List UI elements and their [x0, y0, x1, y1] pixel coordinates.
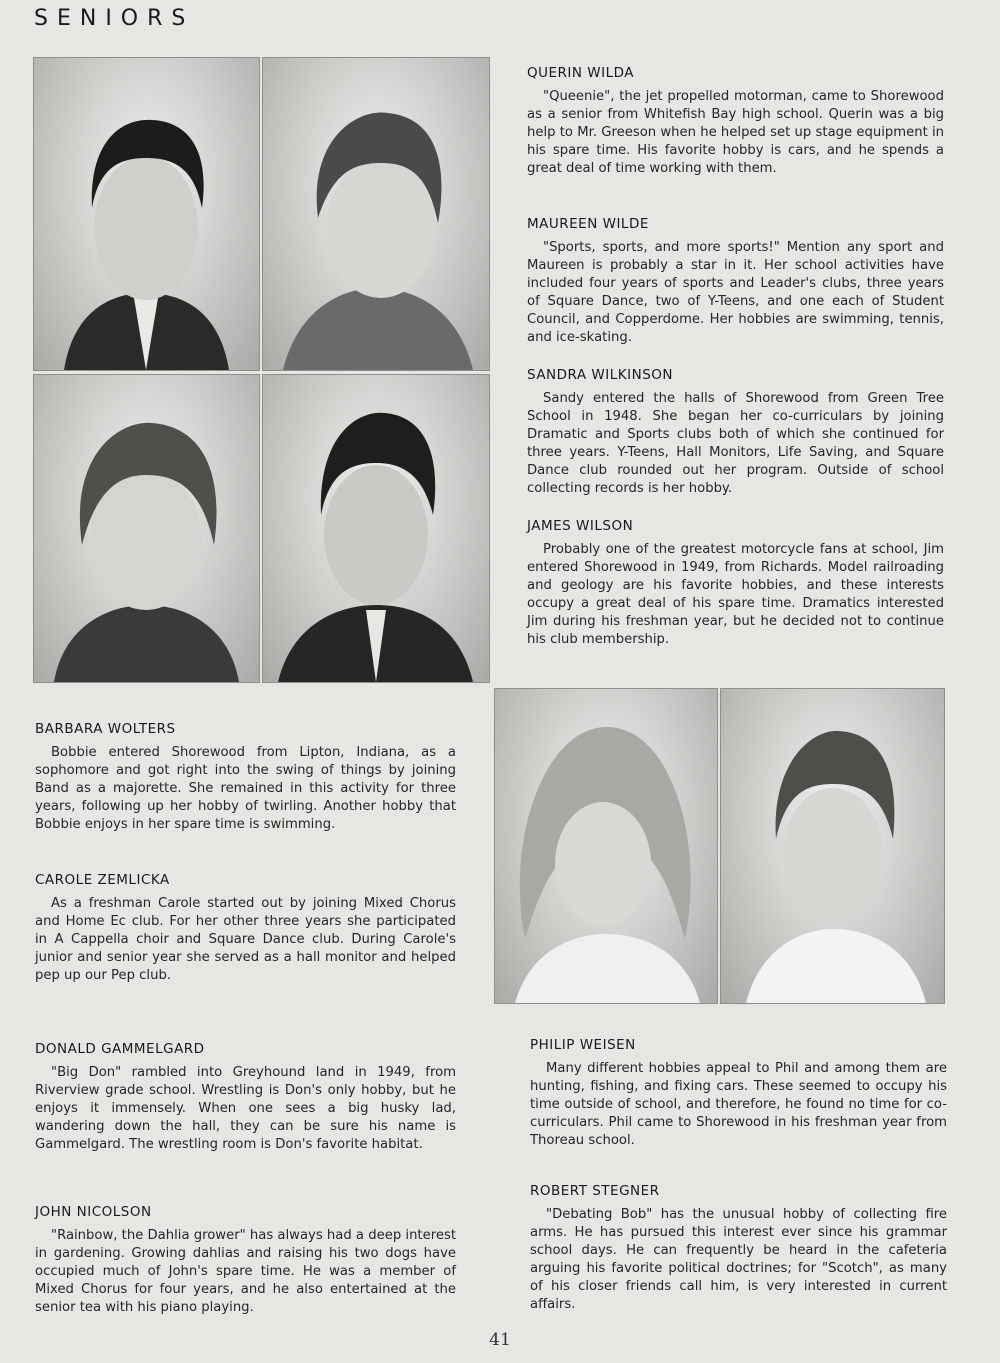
senior-bio: "Sports, sports, and more sports!" Mention any sport and Maureen is probably a star in it. Her school activities have included four years of sports and Leader's clubs, three years of Square Dance, two of Y-Teens, and one each of Student Council, and Copperdome. Her hobbies are swimming, tennis, and ice-skating.: [527, 240, 944, 345]
senior-name: JOHN NICOLSON: [35, 1204, 152, 1220]
senior-name: JAMES WILSON: [527, 518, 634, 534]
page-number: 41: [489, 1330, 511, 1350]
senior-bio: As a freshman Carole started out by joining Mixed Chorus and Home Ec club. For her other three years she participated in A Cappella choir and Square Dance club. During Carole's junior and senior year she served as a hall monitor and helped pep up our Pep club.: [35, 896, 456, 983]
senior-bio: "Big Don" rambled into Greyhound land in 1949, from Riverview grade school. Wrestling is Don's only hobby, but he enjoys it immensely. When one sees a big husky lad, wandering down the hall, they can be sure his name is Gammelgard. The wrestling room is Don's favorite habitat.: [35, 1065, 456, 1152]
senior-entry-philip-weisen: [530, 1036, 947, 1150]
senior-entry-maureen-wilde: [527, 215, 944, 347]
senior-bio: "Debating Bob" has the unusual hobby of collecting fire arms. He has pursued this interest ever since his grammar school days. He can frequently be heard in the cafeteria arguing his favorite political doctrines; for "Scotch", as many of his closer friends call him, is very interested in current affairs.: [530, 1207, 947, 1312]
portrait-photo-5: [494, 688, 718, 1004]
section-title: SENIORS: [34, 6, 195, 31]
senior-name: CAROLE ZEMLICKA: [35, 872, 170, 888]
senior-bio: Probably one of the greatest motorcycle fans at school, Jim entered Shorewood in 1949, from Richards. Model railroading and geology are his favorite hobbies, and these interests occupy a great deal of his spare time. Dramatics interested Jim during his freshman year, but he decided not to continue his club membership.: [527, 542, 944, 647]
senior-bio: "Queenie", the jet propelled motorman, came to Shorewood as a senior from Whitefish Bay high school. Querin was a big help to Mr. Greeson when he helped set up stage equipment in his spare time. His favorite hobby is cars, and he spends a great deal of time working with them.: [527, 89, 944, 176]
senior-bio: Sandy entered the halls of Shorewood from Green Tree School in 1948. She began her co-curriculars by joining Dramatic and Sports clubs both of which she continued for three years. Y-Teens, Hall Monitors, Life Saving, and Square Dance club rounded out her program. Outside of school collecting records is her hobby.: [527, 391, 944, 496]
senior-entry-querin-wilda: [527, 64, 944, 178]
senior-entry-sandra-wilkinson: [527, 366, 944, 498]
portrait-photo-1: [33, 57, 260, 371]
senior-bio: Bobbie entered Shorewood from Lipton, Indiana, as a sophomore and got right into the swing of things by joining Band as a majorette. She remained in this activity for three years, following up her hobby of twirling. Another hobby that Bobbie enjoys in her spare time is swimming.: [35, 745, 456, 832]
senior-bio: Many different hobbies appeal to Phil and among them are hunting, fishing, and fixing cars. These seemed to occupy his time outside of school, and therefore, he found no time for co-curriculars. Phil came to Shorewood in his freshman year from Thoreau school.: [530, 1061, 947, 1148]
portrait-photo-6: [720, 688, 945, 1004]
senior-name: MAUREEN WILDE: [527, 216, 649, 232]
senior-entry-james-wilson: [527, 517, 944, 649]
senior-entry-barbara-wolters: [35, 720, 456, 834]
portrait-photo-3: [33, 374, 260, 683]
portrait-photo-2: [262, 57, 490, 371]
senior-entry-donald-gammelgard: [35, 1040, 456, 1154]
senior-entry-john-nicolson: [35, 1203, 456, 1317]
portrait-female-icon: [721, 689, 944, 1003]
senior-name: SANDRA WILKINSON: [527, 367, 673, 383]
portrait-male-icon: [263, 375, 489, 682]
senior-name: QUERIN WILDA: [527, 65, 635, 81]
senior-name: ROBERT STEGNER: [530, 1183, 660, 1199]
portrait-male-icon: [34, 58, 259, 370]
portrait-photo-4: [262, 374, 490, 683]
senior-entry-robert-stegner: [530, 1182, 947, 1314]
senior-name: BARBARA WOLTERS: [35, 721, 176, 737]
portrait-female-icon: [495, 689, 717, 1003]
senior-bio: "Rainbow, the Dahlia grower" has always had a deep interest in gardening. Growing dahlias and raising his two dogs have occupied much of John's spare time. He was a member of Mixed Chorus for four years, and he also entertained at the senior tea with his piano playing.: [35, 1228, 456, 1315]
portrait-female-icon: [263, 58, 489, 370]
senior-entry-carole-zemlicka: [35, 871, 456, 985]
senior-name: DONALD GAMMELGARD: [35, 1041, 205, 1057]
senior-name: PHILIP WEISEN: [530, 1037, 636, 1053]
portrait-female-icon: [34, 375, 259, 682]
